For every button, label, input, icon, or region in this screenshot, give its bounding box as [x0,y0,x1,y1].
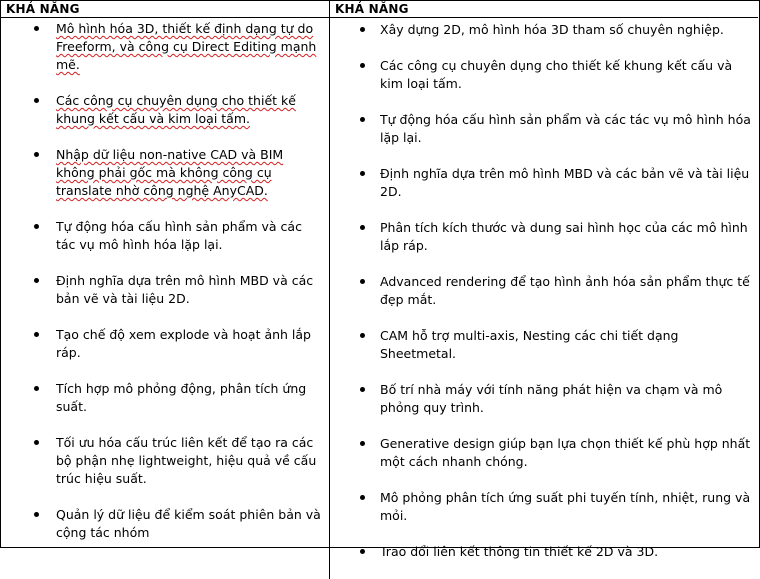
list-item: Bố trí nhà máy với tính năng phát hiện va chạm và mô phỏng quy trình. [330,381,758,417]
list-item: Tối ưu hóa cấu trúc liên kết để tạo ra các bộ phận nhẹ lightweight, hiệu quả về cấu trúc hiệu suất. [1,434,329,488]
right-capabilities-list [330,18,758,561]
list-item: Advanced rendering để tạo hình ảnh hóa sản phẩm thực tế đẹp mắt. [330,273,758,309]
list-item: Các công cụ chuyên dụng cho thiết kế khung kết cấu và kim loại tấm. [330,57,758,93]
list-item: Phân tích kích thước và dung sai hình học của các mô hình lắp ráp. [330,219,758,255]
list-item: Tích hợp mô phỏng động, phân tích ứng suất. [1,380,329,416]
list-item: Mô hình hóa 3D, thiết kế định dạng tự do Freeform, và công cụ Direct Editing mạnh mẽ. [1,20,329,74]
right-capabilities-cell [330,18,758,579]
left-column-header: KHẢ NĂNG [1,1,330,18]
list-item: Các công cụ chuyên dụng cho thiết kế khung kết cấu và kim loại tấm. [1,92,329,128]
list-item: Xây dựng 2D, mô hình hóa 3D tham số chuyên nghiệp. [330,21,758,39]
list-item: CAM hỗ trợ multi-axis, Nesting các chi tiết dạng Sheetmetal. [330,327,758,363]
list-item: Tự động hóa cấu hình sản phẩm và các tác vụ mô hình hóa lặp lại. [1,218,329,254]
right-column-header: KHẢ NĂNG [330,1,758,18]
list-item: Quản lý dữ liệu để kiểm soát phiên bản và cộng tác nhóm [1,506,329,542]
list-item: Generative design giúp bạn lựa chọn thiết kế phù hợp nhất một cách nhanh chóng. [330,435,758,471]
list-item: Tự động hóa cấu hình sản phẩm và các tác vụ mô hình hóa lặp lại. [330,111,758,147]
list-item: Định nghĩa dựa trên mô hình MBD và các bản vẽ và tài liệu 2D. [330,165,758,201]
left-capabilities-cell [1,18,330,579]
left-capabilities-list [1,18,329,542]
list-item: Nhập dữ liệu non-native CAD và BIM không phải gốc mà không công cụ translate nhờ công nghệ AnyCAD. [1,146,329,200]
list-item: Trao đổi liên kết thông tin thiết kế 2D và 3D. [330,543,758,561]
list-item: Mô phỏng phân tích ứng suất phi tuyến tính, nhiệt, rung và mỏi. [330,489,758,525]
list-item: Tạo chế độ xem explode và hoạt ảnh lắp ráp. [1,326,329,362]
list-item: Định nghĩa dựa trên mô hình MBD và các bản vẽ và tài liệu 2D. [1,272,329,308]
